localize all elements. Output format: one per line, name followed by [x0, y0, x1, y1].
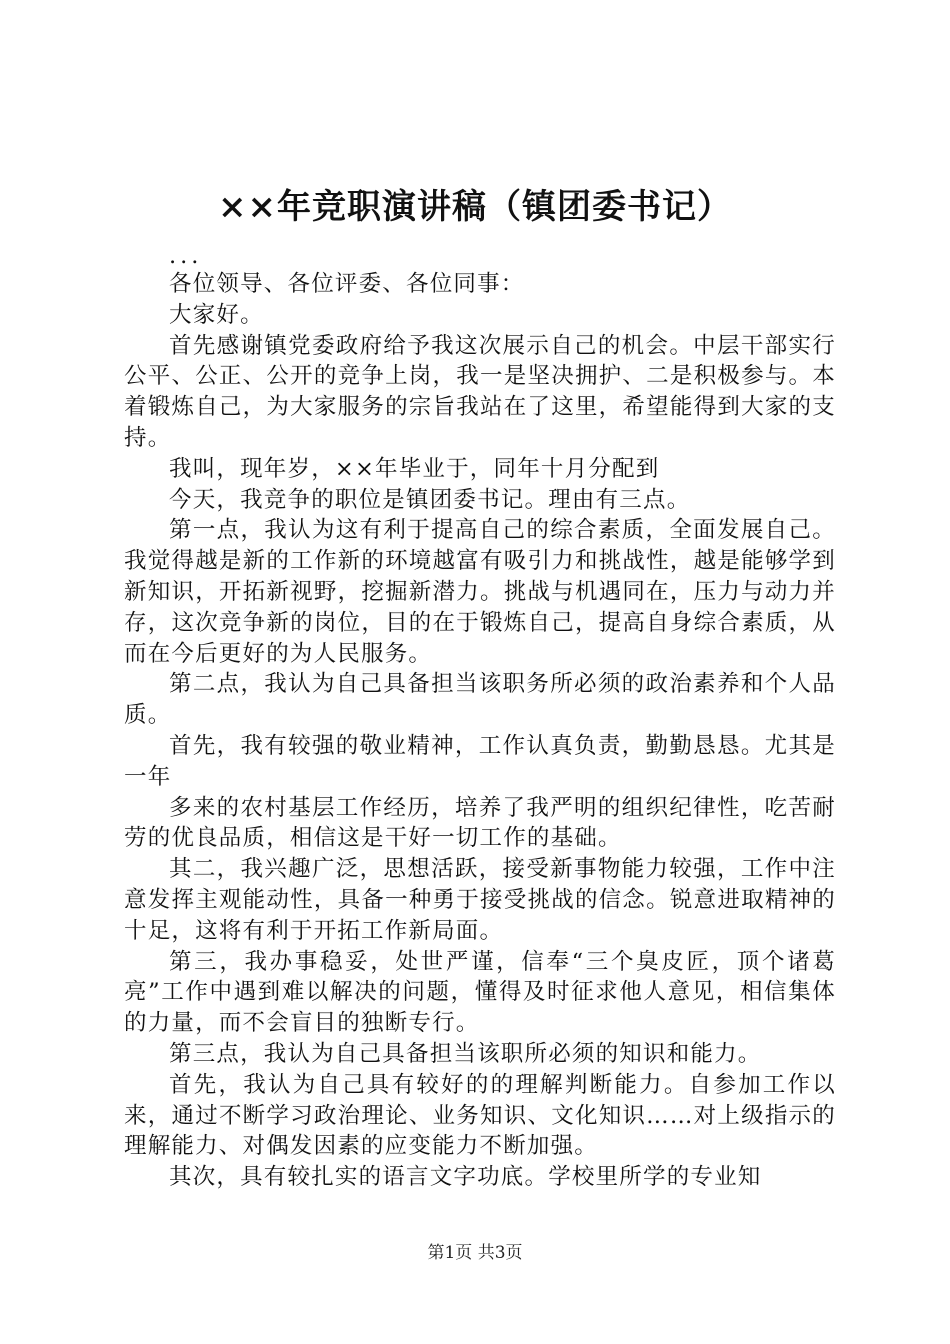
body-paragraph: 我叫，现年岁，××年毕业于，同年十月分配到 — [169, 455, 660, 482]
document-body — [124, 243, 836, 1193]
body-paragraph: 今天，我竞争的职位是镇团委书记。理由有三点。 — [169, 486, 691, 513]
body-paragraph: 其次，具有较扎实的语言文字功底。学校里所学的专业知 — [169, 1164, 762, 1191]
body-paragraph: 第三，我办事稳妥，处世严谨，信奉“三个臭皮匠，顶个诸葛亮”工作中遇到难以解决的问题，懂得及时征求他人意见，相信集体的力量，而不会盲目的独断专行。 — [124, 948, 836, 1037]
body-paragraph: 第二点，我认为自己具备担当该职务所必须的政治素养和个人品质。 — [124, 671, 836, 729]
greeting-paragraph: 大家好。 — [169, 301, 264, 328]
salutation-paragraph: 各位领导、各位评委、各位同事： — [169, 271, 525, 297]
page-number-footer: 第1页 共3页 — [427, 1243, 523, 1263]
body-paragraph: 多来的农村基层工作经历，培养了我严明的组织纪律性，吃苦耐劳的优良品质，相信这是干好一切工作的基础。 — [124, 794, 836, 852]
body-paragraph: 首先，我认为自己具有较好的的理解判断能力。自参加工作以来，通过不断学习政治理论、业务知识、文化知识……对上级指示的理解能力、对偶发因素的应变能力不断加强。 — [124, 1071, 836, 1160]
body-paragraph: 首先感谢镇党委政府给予我这次展示自己的机会。中层干部实行公平、公正、公开的竞争上岗，我一是坚决拥护、二是积极参与。本着锻炼自己，为大家服务的宗旨我站在了这里，希望能得到大家的支持。 — [124, 332, 836, 451]
body-paragraph: 其二，我兴趣广泛，思想活跃，接受新事物能力较强，工作中注意发挥主观能动性，具备一种勇于接受挑战的信念。锐意进取精神的十足，这将有利于开拓工作新局面。 — [124, 856, 836, 944]
body-paragraph: 第一点，我认为这有利于提高自己的综合素质，全面发展自己。我觉得越是新的工作新的环境越富有吸引力和挑战性，越是能够学到新知识，开拓新视野，挖掘新潜力。挑战与机遇同在，压力与动力并存，这次竞争新的岗位，目的在于锻炼自己，提高自身综合素质，从而在今后更好的为人民服务。 — [124, 517, 836, 667]
body-paragraph: 第三点，我认为自己具备担当该职所必须的知识和能力。 — [169, 1040, 762, 1067]
ellipsis-paragraph: ... — [169, 243, 203, 269]
body-paragraph: 首先，我有较强的敬业精神，工作认真负责，勤勤恳恳。尤其是一年 — [124, 732, 836, 790]
document-title: ××年竞职演讲稿（镇团委书记） — [218, 187, 732, 227]
